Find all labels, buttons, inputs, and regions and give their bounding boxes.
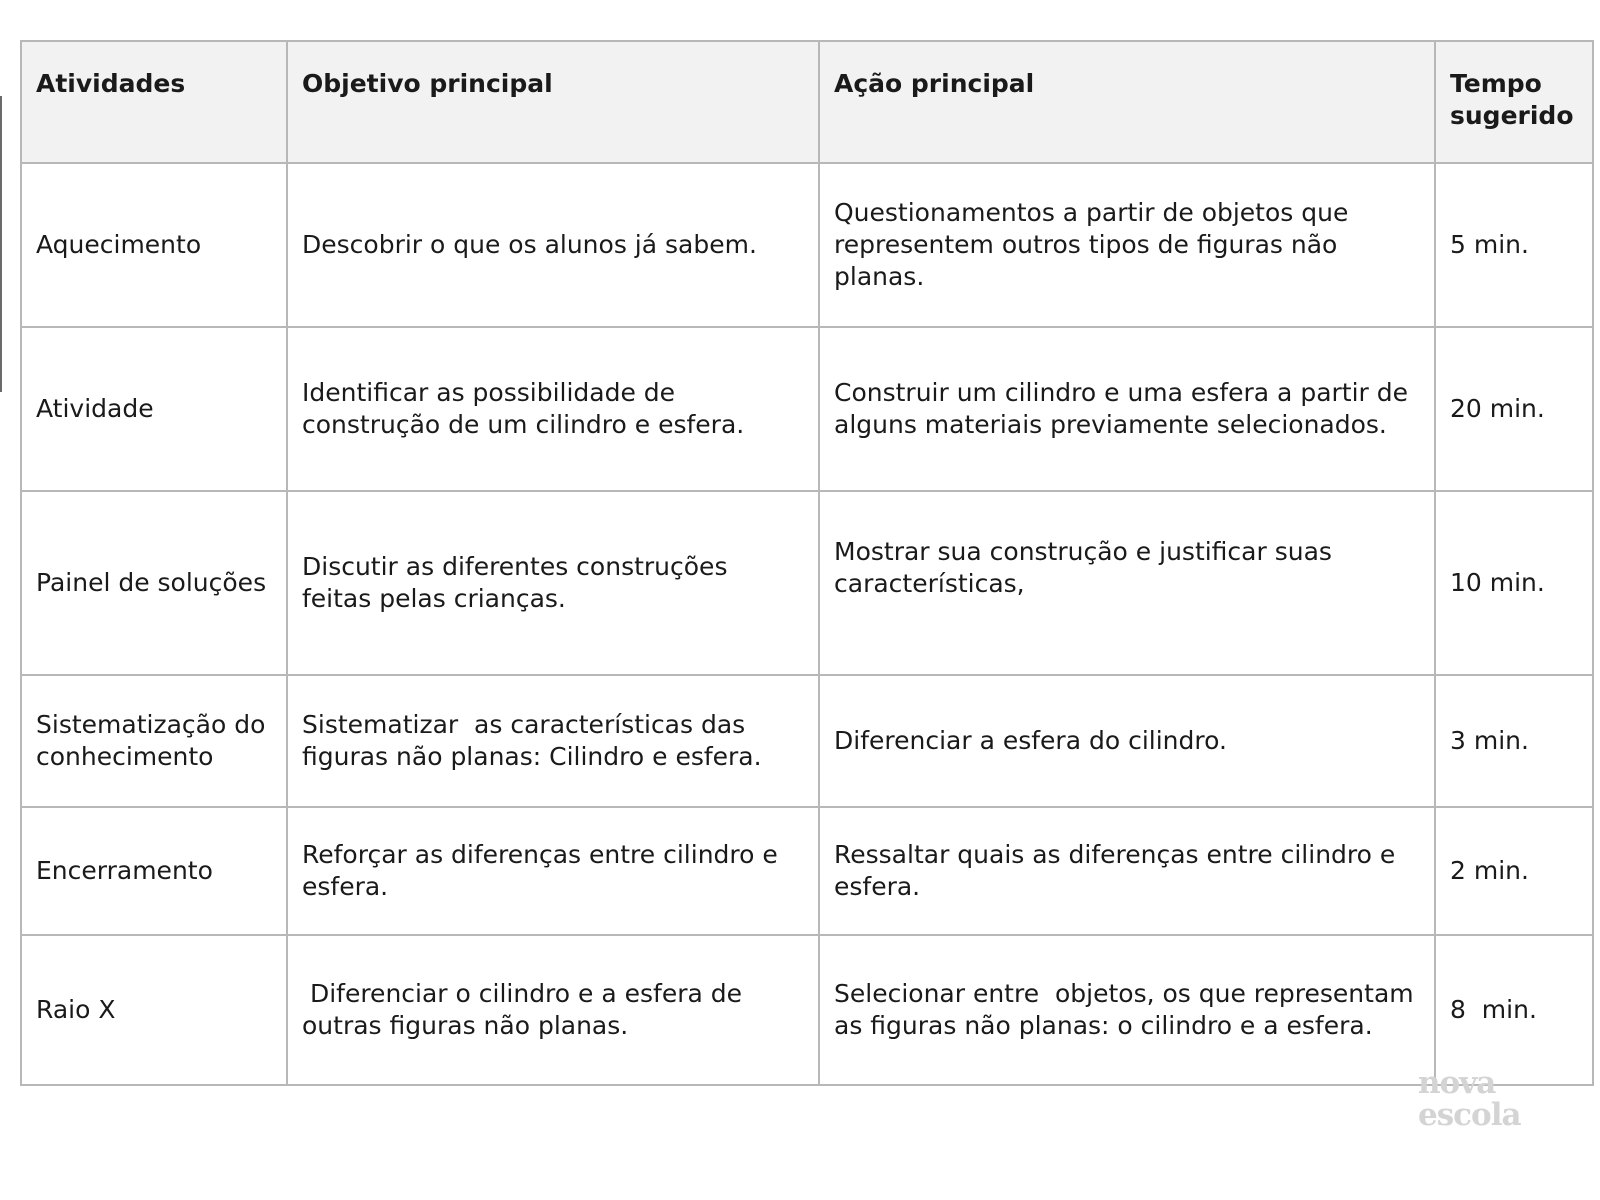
cell-acao: Diferenciar a esfera do cilindro. bbox=[819, 675, 1435, 807]
cell-objetivo: Discutir as diferentes construções feitas pelas crianças. bbox=[287, 491, 819, 675]
header-tempo-sugerido: Tempo sugerido bbox=[1435, 41, 1593, 163]
cell-tempo: 20 min. bbox=[1435, 327, 1593, 491]
cell-objetivo: Sistematizar as características das figuras não planas: Cilindro e esfera. bbox=[287, 675, 819, 807]
table-row bbox=[21, 163, 1593, 327]
table-body bbox=[21, 163, 1593, 1085]
cell-tempo: 8 min. bbox=[1435, 935, 1593, 1085]
header-row bbox=[21, 41, 1593, 163]
table-row bbox=[21, 807, 1593, 935]
nova-escola-logo bbox=[1418, 1065, 1558, 1133]
cell-atividade: Painel de soluções bbox=[21, 491, 287, 675]
table-row bbox=[21, 491, 1593, 675]
cell-atividade: Sistematização do conhecimento bbox=[21, 675, 287, 807]
table-row bbox=[21, 327, 1593, 491]
cell-atividade: Raio X bbox=[21, 935, 287, 1085]
table-header bbox=[21, 41, 1593, 163]
cell-acao: Questionamentos a partir de objetos que representem outros tipos de figuras não planas. bbox=[819, 163, 1435, 327]
cell-tempo: 10 min. bbox=[1435, 491, 1593, 675]
cell-atividade: Aquecimento bbox=[21, 163, 287, 327]
header-atividades: Atividades bbox=[21, 41, 287, 163]
cell-acao: Ressaltar quais as diferenças entre cilindro e esfera. bbox=[819, 807, 1435, 935]
header-objetivo-principal: Objetivo principal bbox=[287, 41, 819, 163]
cell-objetivo: Identificar as possibilidade de construção de um cilindro e esfera. bbox=[287, 327, 819, 491]
cell-acao: Mostrar sua construção e justificar suas características, bbox=[819, 491, 1435, 675]
table-row bbox=[21, 935, 1593, 1085]
cell-objetivo: Reforçar as diferenças entre cilindro e esfera. bbox=[287, 807, 819, 935]
cell-acao: Construir um cilindro e uma esfera a partir de alguns materiais previamente selecionados. bbox=[819, 327, 1435, 491]
cell-acao: Selecionar entre objetos, os que representam as figuras não planas: o cilindro e a esfera. bbox=[819, 935, 1435, 1085]
logo-line-escola: escola bbox=[1418, 1097, 1521, 1133]
cell-tempo: 3 min. bbox=[1435, 675, 1593, 807]
side-margin-line bbox=[0, 96, 2, 392]
cell-tempo: 2 min. bbox=[1435, 807, 1593, 935]
header-acao-principal: Ação principal bbox=[819, 41, 1435, 163]
cell-atividade: Encerramento bbox=[21, 807, 287, 935]
cell-objetivo: Diferenciar o cilindro e a esfera de outras figuras não planas. bbox=[287, 935, 819, 1085]
table-row bbox=[21, 675, 1593, 807]
cell-atividade: Atividade bbox=[21, 327, 287, 491]
cell-objetivo: Descobrir o que os alunos já sabem. bbox=[287, 163, 819, 327]
lesson-plan-table bbox=[20, 40, 1594, 1086]
cell-tempo: 5 min. bbox=[1435, 163, 1593, 327]
logo-line-nova: nova bbox=[1418, 1065, 1496, 1101]
